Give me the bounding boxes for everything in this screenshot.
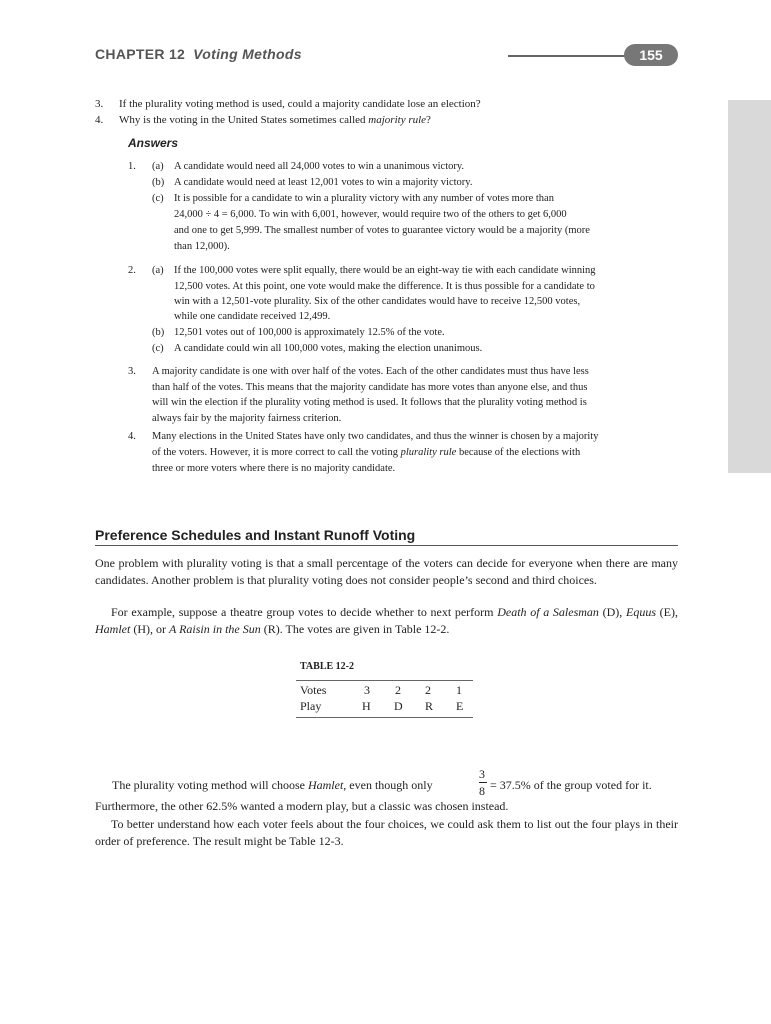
answer-3: [128, 364, 688, 428]
answer-part-text: A candidate could win all 100,000 votes, making the election unanimous.: [174, 343, 483, 354]
answer-2: [128, 263, 688, 359]
answer-number: 1.: [128, 161, 136, 172]
table-row-label: Votes: [300, 683, 327, 697]
answer-part-text: 12,500 votes. At this point, one vote would make the difference. It is thus possible for a candidate to: [174, 281, 595, 292]
answer-part-label: (c): [152, 343, 164, 354]
answer-part-text: while one candidate received 12,499.: [174, 311, 331, 322]
table-cell: 1: [456, 683, 462, 697]
answer-part-label: (b): [152, 327, 165, 338]
fraction-bar: [479, 782, 487, 783]
answer-text: than half of the votes. This means that the majority candidate has more votes than anyone else, and thus: [152, 382, 588, 393]
answer-part-text: It is possible for a candidate to win a plurality victory with any number of votes more than: [174, 193, 554, 204]
answer-text: three or more voters where there is no majority candidate.: [152, 463, 396, 474]
answer-text: Many elections in the United States have only two candidates, and thus the winner is chosen by a majority: [152, 431, 599, 442]
table-cell: 2: [395, 683, 401, 697]
table-cell: R: [425, 699, 434, 713]
question-3: [95, 97, 695, 112]
answer-part-text: A candidate would need at least 12,001 votes to win a majority victory.: [174, 177, 473, 188]
chapter-number: CHAPTER 12: [95, 46, 186, 62]
section-rule: [95, 545, 678, 546]
answer-part-text: 24,000 ÷ 4 = 6,000. To win with 6,001, however, would require two of the others to get 6,000: [174, 209, 567, 220]
answer-part-text: and one to get 5,999. The smallest number of votes to guarantee victory would be a majority (more: [174, 225, 590, 236]
answer-4: [128, 429, 688, 479]
answer-number: 2.: [128, 265, 136, 276]
table-bottom-rule: [296, 717, 473, 718]
answers-heading: Answers: [128, 136, 179, 150]
table-caption: TABLE 12-2: [300, 661, 354, 672]
answer-part-label: (c): [152, 193, 164, 204]
paragraph-2: For example, suppose a theatre group votes to decide whether to next perform Death of a Salesman (D), Equus (E), Hamlet (H), or A Raisin in the Sun (R). The votes are given in Table 12-2.: [95, 605, 678, 636]
chapter-title: Voting Methods: [193, 46, 302, 62]
paragraph-1: One problem with plurality voting is that a small percentage of the voters can decide for everyone when there are many candidates. Another problem is that plurality voting does not consider people’s second and third choices.: [95, 556, 678, 587]
table-row-label: Play: [300, 699, 322, 713]
section-title: Preference Schedules and Instant Runoff Voting: [95, 527, 416, 543]
table-cell: E: [456, 699, 464, 713]
answer-1: [128, 159, 688, 259]
fraction-numerator: 3: [479, 767, 485, 781]
question-4: [95, 113, 695, 128]
question-number: 3.: [95, 98, 104, 110]
question-text: Why is the voting in the United States sometimes called majority rule?: [119, 114, 431, 126]
chapter-heading: [95, 46, 302, 62]
answer-part-text: If the 100,000 votes were split equally, there would be an eight-way tie with each candidate winning: [174, 265, 596, 276]
answer-number: 3.: [128, 366, 136, 377]
answer-number: 4.: [128, 431, 136, 442]
answer-part-text: win with a 12,501-vote plurality. Six of the other candidates would have to receive 12,500 votes,: [174, 296, 581, 307]
answer-part-label: (a): [152, 265, 164, 276]
side-thumb-tab: [728, 100, 771, 473]
table-cell: 3: [364, 683, 370, 697]
answer-text: of the voters. However, it is more correct to call the voting plurality rule because of the elections with: [152, 447, 581, 458]
paragraph-3-percentage: = 37.5% of the group voted for it.: [490, 778, 652, 792]
answer-text: always fair by the majority fairness criterion.: [152, 413, 342, 424]
table-cell: D: [394, 699, 403, 713]
paragraph-3-line-2: Furthermore, the other 62.5% wanted a modern play, but a classic was chosen instead.: [95, 799, 509, 813]
answer-part-label: (b): [152, 177, 165, 188]
table-cell: 2: [425, 683, 431, 697]
question-number: 4.: [95, 114, 104, 126]
answer-text: A majority candidate is one with over half of the votes. Each of the other candidates must thus have less: [152, 366, 589, 377]
answer-text: will win the election if the plurality voting method is used. It follows that the plurality voting method is: [152, 397, 587, 408]
paragraph-3-line-1: The plurality voting method will choose Hamlet, even though only: [112, 778, 433, 792]
answer-part-text: than 12,000).: [174, 241, 230, 252]
question-text: If the plurality voting method is used, could a majority candidate lose an election?: [119, 98, 481, 110]
table-cell: H: [362, 699, 371, 713]
answer-part-text: A candidate would need all 24,000 votes to win a unanimous victory.: [174, 161, 465, 172]
fraction-denominator: 8: [479, 784, 485, 798]
page-number-badge: 155: [624, 44, 678, 66]
answer-part-text: 12,501 votes out of 100,000 is approximately 12.5% of the vote.: [174, 327, 445, 338]
header-rule: [508, 55, 628, 57]
paragraph-4: To better understand how each voter feels about the four choices, we could ask them to list out the four plays in their order of preference. The result might be Table 12-3.: [95, 817, 678, 848]
answer-part-label: (a): [152, 161, 164, 172]
table-top-rule: [296, 680, 473, 681]
